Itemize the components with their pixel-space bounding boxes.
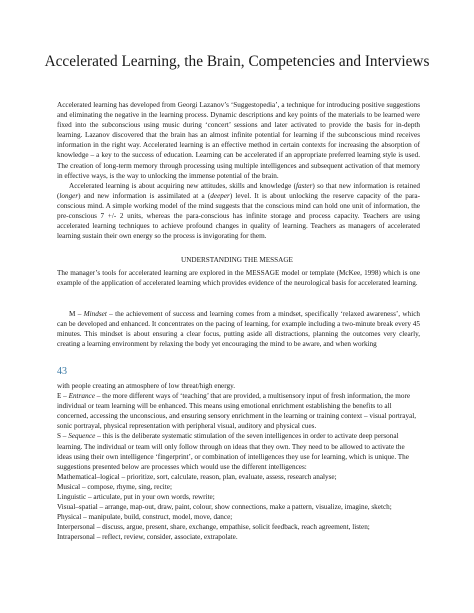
intro-section — [57, 100, 420, 241]
list-item: Interpersonal – discuss, argue, present, share, exchange, empathise, solicit feedback, reach agreement, listen; — [57, 523, 370, 532]
paragraph-message-model: The manager’s tools for accelerated learning are explored in the MESSAGE model or template (McKee, 1998) which is one example of the application of accelerated learning which provides evidence of the neurological basis for accelerated learning. — [57, 269, 420, 288]
emphasis-longer: longer — [59, 191, 79, 200]
paragraph-suggestopedia: Accelerated learning has developed from Georgi Lazanov’s ‘Suggestopedia’, a technique for introducing positive suggestions and eliminating the negative in the learning process. Dynamic descriptions and key points of the materials to be learned were fixed into the subconscious using music during ‘concert’ sessions and later activated to provide the basis for in-depth learning. Lazanov discovered that the brain has an almost infinite potential for learning if the subconscious mind receives information in the right way. Accelerated learning is an effective method in certain contexts for increasing the absorption of knowledge – a key to the success of education. Learning can be accelerated if an appropriate preferred learning style is used. The creation of long-term memory through processing using multiple intelligences and subsequent activation of that memory in effective ways, is the way to unlocking the immense potential of the brain. — [57, 101, 420, 180]
paragraph-sequence: S – Sequence – this is the deliberate systematic stimulation of the seven intelligences in order to activate deep personal learning. The individual or team will only follow through on ideas that they own. They need to be allowed to activate the ideas using their own intelligence ‘fingerprint’, or combination of intelligences they use for learning, which is unique. The suggestions presented below are processes which would use the different intelligences: — [57, 432, 409, 471]
paragraph-entrance: E – Entrance – the more different ways of ‘teaching’ that are provided, a multisensory input of fresh information, the more individual or team learning will be enhanced. This means using emotional enrichment establishing the benefits to all concerned, accessing the unconscious, and ensuring sensory enrichment in the learning or training context – visual portrayal, sonic portrayal, physical representation with peripheral visual, auditory and physical cues. — [57, 392, 417, 431]
emphasis-faster: faster — [296, 181, 313, 190]
continued-section — [57, 381, 420, 543]
list-item: Visual–spatial – arrange, map-out, draw, paint, colour, show connections, make a pattern, visualize, imagine, sketch; — [57, 503, 392, 512]
mindset-section — [57, 309, 420, 349]
section-heading: UNDERSTANDING THE MESSAGE — [181, 256, 293, 264]
emphasis-deeper: deeper — [210, 191, 230, 200]
paragraph-continuation: with people creating an atmosphere of low threat/high energy. — [57, 382, 236, 390]
term-sequence: Sequence — [68, 432, 96, 441]
page-number: 43 — [57, 366, 67, 377]
term-entrance: Entrance — [68, 392, 95, 401]
list-item: Intrapersonal – reflect, review, consider, associate, extrapolate. — [57, 533, 238, 542]
page-title: Accelerated Learning, the Brain, Competencies and Interviews — [44, 53, 430, 70]
message-intro — [57, 268, 420, 288]
list-item: Linguistic – articulate, put in your own words, rewrite; — [57, 493, 215, 502]
list-item: Mathematical–logical – prioritize, sort, calculate, reason, plan, evaluate, assess, research analyse; — [57, 472, 337, 481]
paragraph-acquiring: Accelerated learning is about acquiring new attitudes, skills and knowledge (faster) so that new information is retained (longer) and new information is assimilated at a (deeper) level. It is about unlocking the reserve capacity of the para-conscious mind. A simple working model of the mind suggests that the conscious mind can hold one unit of information, the pre-conscious 7 +/- 2 units, whereas the para-conscious has infinite storage and process capacity. Teachers are using accelerated learning techniques to achieve profound changes in quality of learning. Teachers as managers of accelerated learning sustain their own energy so the process is invigorating for them. — [57, 181, 420, 241]
list-item: Physical – manipulate, build, construct, model, move, dance; — [57, 513, 233, 522]
term-mindset: Mindset — [83, 310, 107, 318]
paragraph-mindset: M – Mindset – the achievement of success and learning comes from a mindset, specifically ‘relaxed awareness’, which can be developed and enhanced. It concentrates on the pacing of learning, for example including a two-minute break every 45 minutes. This mindset is about ensuring a clear focus, putting aside all distractions, planning the outcomes very clearly, creating a learning environment by relaxing the body yet encouraging the mind to be aware, and when working — [57, 310, 420, 349]
list-item: Musical – compose, rhyme, sing, recite; — [57, 482, 172, 491]
